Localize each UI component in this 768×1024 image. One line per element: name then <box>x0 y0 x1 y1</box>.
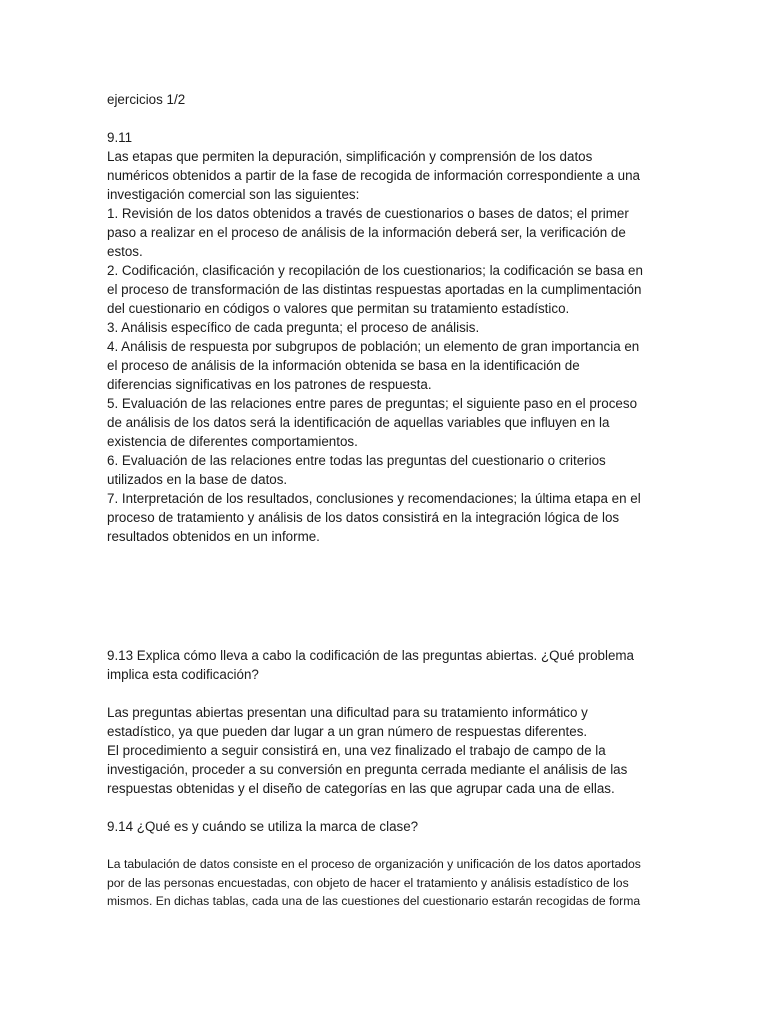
text-line: numéricos obtenidos a partir de la fase de recogida de información correspondiente a una <box>107 168 640 183</box>
document-page <box>107 90 667 911</box>
text-line: 2. Codificación, clasificación y recopilación de los cuestionarios; la codificación se basa en <box>107 263 643 278</box>
text-line: el proceso de análisis de la información obtenida se basa en la identificación de <box>107 358 580 373</box>
answer-line: estadístico, ya que pueden dar lugar a un gran número de respuestas diferentes. <box>107 724 588 739</box>
text-line: resultados obtenidos en un informe. <box>107 529 320 544</box>
answer-line: por de las personas encuestadas, con objeto de hacer el tratamiento y análisis estadístico de los <box>107 875 629 890</box>
text-line: diferencias significativas en los patrones de respuesta. <box>107 377 432 392</box>
text-line: utilizados en la base de datos. <box>107 472 288 487</box>
text-line: 1. Revisión de los datos obtenidos a través de cuestionarios o bases de datos; el primer <box>107 206 629 221</box>
answer-line: mismos. En dichas tablas, cada una de las cuestiones del cuestionario estarán recogidas de forma <box>107 894 641 908</box>
text-line: investigación comercial son las siguientes: <box>107 187 360 202</box>
exercise-9-13 <box>107 646 667 798</box>
text-line: de análisis de los datos será la identificación de aquellas variables que influyen en la <box>107 415 610 430</box>
text-line: estos. <box>107 244 143 259</box>
answer-line: El procedimiento a seguir consistirá en, una vez finalizado el trabajo de campo de la <box>107 743 606 758</box>
exercise-9-14 <box>107 817 667 911</box>
text-line: paso a realizar en el proceso de análisis de la información deberá ser, la verificación de <box>107 225 626 240</box>
text-line: proceso de tratamiento y análisis de los datos consistirá en la integración lógica de los <box>107 510 620 525</box>
exercise-number: 9.11 <box>107 130 133 145</box>
question-line: implica esta codificación? <box>107 667 259 682</box>
document-header: ejercicios 1/2 <box>107 92 186 107</box>
text-line: Las etapas que permiten la depuración, simplificación y comprensión de los datos <box>107 149 593 164</box>
answer-line: Las preguntas abiertas presentan una dificultad para su tratamiento informático y <box>107 705 588 720</box>
text-line: 5. Evaluación de las relaciones entre pares de preguntas; el siguiente paso en el proceso <box>107 396 638 411</box>
answer-line: La tabulación de datos consiste en el proceso de organización y unificación de los datos aportados <box>107 857 641 871</box>
question-line: 9.13 Explica cómo lleva a cabo la codificación de las preguntas abiertas. ¿Qué problema <box>107 648 634 663</box>
text-line: 4. Análisis de respuesta por subgrupos de población; un elemento de gran importancia en <box>107 339 640 354</box>
text-line: existencia de diferentes comportamientos. <box>107 434 358 449</box>
text-line: 6. Evaluación de las relaciones entre todas las preguntas del cuestionario o criterios <box>107 453 606 468</box>
question-line: 9.14 ¿Qué es y cuándo se utiliza la marca de clase? <box>107 819 419 834</box>
text-line: 7. Interpretación de los resultados, conclusiones y recomendaciones; la última etapa en el <box>107 491 641 506</box>
answer-line: investigación, proceder a su conversión en pregunta cerrada mediante el análisis de las <box>107 762 628 777</box>
answer-line: respuestas obtenidas y el diseño de categorías en las que agrupar cada una de ellas. <box>107 781 615 796</box>
text-line: 3. Análisis específico de cada pregunta; el proceso de análisis. <box>107 320 480 335</box>
text-line: del cuestionario en códigos o valores que permitan su tratamiento estadístico. <box>107 301 570 316</box>
text-line: el proceso de transformación de las distintas respuestas aportadas en la cumplimentación <box>107 282 642 297</box>
exercise-9-11 <box>107 128 667 546</box>
answer-block <box>107 855 667 911</box>
